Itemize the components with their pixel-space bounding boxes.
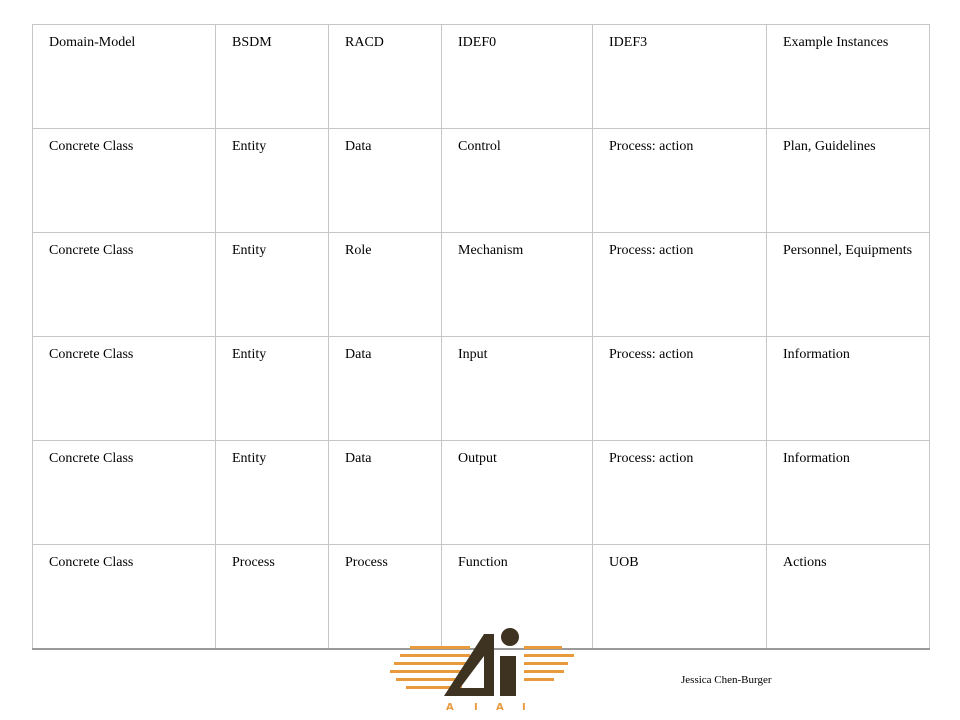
table-cell: Process: action: [593, 129, 767, 233]
table-cell: Personnel, Equipments: [767, 233, 930, 337]
table-cell: Control: [442, 129, 593, 233]
svg-text:I: I: [474, 702, 478, 712]
svg-text:A: A: [496, 702, 504, 712]
table-cell: Function: [442, 545, 593, 650]
table-cell: Concrete Class: [33, 441, 216, 545]
table-cell: Data: [329, 129, 442, 233]
svg-text:I: I: [522, 702, 526, 712]
table-header-cell: IDEF3: [593, 25, 767, 129]
table-cell: Data: [329, 441, 442, 545]
table-header-cell: BSDM: [216, 25, 329, 129]
table-cell: Process: [329, 545, 442, 650]
table-cell: Entity: [216, 337, 329, 441]
table-cell: UOB: [593, 545, 767, 650]
table-row: [33, 233, 930, 337]
table-cell: Mechanism: [442, 233, 593, 337]
table-cell: Output: [442, 441, 593, 545]
table-cell: Input: [442, 337, 593, 441]
aiai-logo-icon: [388, 626, 578, 712]
table-row: [33, 129, 930, 233]
table-cell: Data: [329, 337, 442, 441]
table-cell: Entity: [216, 441, 329, 545]
table-cell: Process: action: [593, 337, 767, 441]
table-cell: Concrete Class: [33, 545, 216, 650]
table-cell: Concrete Class: [33, 337, 216, 441]
table-cell: Entity: [216, 233, 329, 337]
table-header-row: [33, 25, 930, 129]
svg-text:A: A: [446, 702, 454, 712]
table-cell: Process: action: [593, 441, 767, 545]
table-row: [33, 441, 930, 545]
table-header-cell: IDEF0: [442, 25, 593, 129]
table-cell: Concrete Class: [33, 129, 216, 233]
table-header-cell: Domain-Model: [33, 25, 216, 129]
table-row: [33, 337, 930, 441]
table-header-cell: RACD: [329, 25, 442, 129]
table-cell: Information: [767, 337, 930, 441]
table-header-cell: Example Instances: [767, 25, 930, 129]
table-cell: Information: [767, 441, 930, 545]
table-cell: Concrete Class: [33, 233, 216, 337]
table-cell: Entity: [216, 129, 329, 233]
table-cell: Plan, Guidelines: [767, 129, 930, 233]
author-name: Jessica Chen-Burger: [681, 674, 772, 686]
table-cell: Process: [216, 545, 329, 650]
table-cell: Process: action: [593, 233, 767, 337]
mapping-table: [32, 24, 930, 650]
table-cell: Actions: [767, 545, 930, 650]
table-cell: Role: [329, 233, 442, 337]
